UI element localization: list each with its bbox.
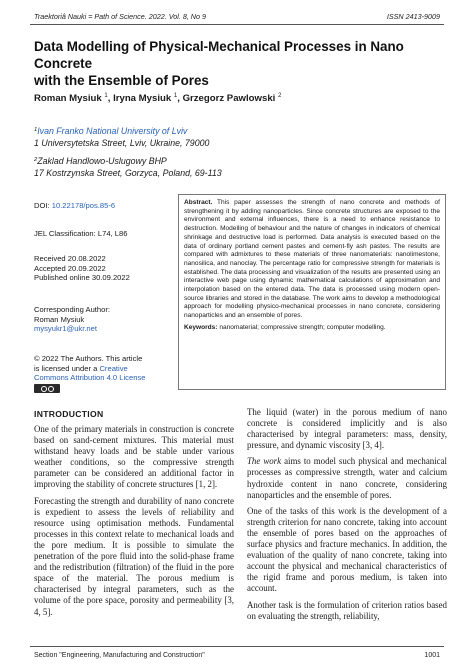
license-link-part2[interactable]: Commons Attribution 4.0 License xyxy=(34,373,146,383)
cc-by-license-icon[interactable] xyxy=(34,384,60,393)
article-title-line1: Data Modelling of Physical-Mechanical Processes in Nano Concrete xyxy=(34,39,404,71)
author-list: Roman Mysiuk $^1$, Iryna Mysiuk $^1$, Grzegorz Pawlowski $^2$ xyxy=(34,93,282,104)
date-accepted: Accepted 20.09.2022 xyxy=(34,263,106,273)
paragraph: One of the primary materials in construction is concrete based on sand-cement mixtures. This material must withstand heavy loads and be stable under various weather conditions, so the compressive strength parameter can be considered an additional factor in improving the stability of concrete structures [1, 2]. xyxy=(34,424,234,490)
corresponding-author xyxy=(34,305,110,334)
corresponding-name: Roman Mysiuk xyxy=(34,314,85,324)
license-line2: is licensed under a xyxy=(34,363,98,373)
paragraph: One of the tasks of this work is the development of a strength criterion for nano concrete, taking into account the ensemble of pores based on the approaches of surface physics and fracture mechanics. In addition, the evaluation of the quality of nano concrete, taking into account the physical and mechanical characteristics of the rigid frame and porous medium, is taken into account. xyxy=(247,505,447,594)
running-header-journal: Traektoriâ Nauki = Path of Science. 2022. Vol. 8, No 9 xyxy=(34,12,206,21)
body-column-left xyxy=(34,424,234,623)
date-published: Published online 30.09.2022 xyxy=(34,273,130,283)
paragraph-rest: aims to model such physical and mechanical processes as compressive strength, water and calcium hydroxide content in nano concrete, considering nanoparticles and the ensemble of pores. xyxy=(247,456,448,500)
license-link-part1[interactable]: Creative xyxy=(99,363,128,373)
license-notice xyxy=(34,354,145,383)
body-column-right xyxy=(247,407,447,627)
paragraph: Another task is the formulation of criterion ratios based on evaluating the strength, reliability, xyxy=(247,599,447,621)
affiliation-institution-link[interactable]: Ivan Franko National University of Lviv xyxy=(37,126,188,136)
jel-classification: JEL Classification: L74, L86 xyxy=(34,229,128,238)
license-line1: © 2022 The Authors. This article xyxy=(34,354,143,363)
section-heading-introduction: INTRODUCTION xyxy=(34,409,104,419)
affiliation-2 xyxy=(34,155,222,179)
doi-link[interactable]: 10.22178/pos.85-6 xyxy=(51,201,116,210)
footer-section: Section "Engineering, Manufacturing and Construction" xyxy=(34,652,205,659)
author-name: Grzegorz Pawlowski xyxy=(182,93,276,104)
affiliation-address: 1 Universytetska Street, Lviv, Ukraine, 79000 xyxy=(34,137,210,148)
abstract-box xyxy=(178,194,446,390)
paragraph xyxy=(247,456,447,500)
author-affiliation-mark: 2 xyxy=(278,93,282,99)
affiliation-address: 17 Kostrzynska Street, Gorzyca, Poland, 69-113 xyxy=(34,167,222,178)
author-affiliation-mark: 1 xyxy=(173,93,178,99)
affiliation-1 xyxy=(34,125,209,149)
page-number: 1001 xyxy=(424,652,440,659)
keywords-label: Keywords: xyxy=(184,323,218,331)
author-name: Iryna Mysiuk xyxy=(113,93,172,104)
affiliation-institution: Zaklad Handlowo-Uslugowy BHP xyxy=(37,156,167,166)
running-header-issn: ISSN 2413-9009 xyxy=(386,12,440,21)
keywords-list: nanomaterial; compressive strength; computer modelling. xyxy=(219,323,386,331)
abstract-text xyxy=(184,199,440,321)
emphasis-text: The work xyxy=(247,456,282,467)
paragraph: The liquid (water) in the porous medium of nano concrete is considered implicitly and is also characterised by integral parameters: mass, density, pressure, and dynamic viscosity [3, 4]. xyxy=(247,407,447,451)
publication-dates xyxy=(34,254,130,283)
article-title xyxy=(34,38,444,89)
affiliation-mark: 1 xyxy=(34,127,38,133)
affiliation-mark: 2 xyxy=(34,157,38,163)
corresponding-email-link[interactable]: mysyukr1@ukr.net xyxy=(34,324,97,334)
doi-label: DOI: xyxy=(34,201,50,210)
keywords xyxy=(184,324,440,333)
author-name: Roman Mysiuk xyxy=(34,93,102,104)
footer-divider xyxy=(30,646,444,647)
paragraph: Forecasting the strength and durability of nano concrete is expedient to assess the levels of reliability and resource using optimisation methods. Fundamental processes in this context relate to mechanical loads and the pore medium. It is possible to simulate the penetration of the pore fluid into the solid-phase frame and the redistribution (filtration) of the fluid in the pore space of the material. The porous medium is characterised by integral parameters, such as the volume of the pore space, porosity and permeability [3, 4, 5]. xyxy=(34,495,234,617)
article-title-line2: with the Ensemble of Pores xyxy=(34,73,209,88)
author-affiliation-mark: 1 xyxy=(104,93,108,99)
abstract-body: This paper assesses the strength of nano concrete and methods of strengthening it by adding nanoparticles. Since concrete structures are exposed to the environment and external influences, there is a need to enhance resistance to destruction. Modelling of behaviour and the nature of changes in indicators of chemical shrinkage and destructive load is performed. Data analysis is executed based on the data of ordinary portland cement pastes and cement-fly ash pastes. The results are compared with admixtures to these materials of three nanomaterials: nanolimestone, nanosilica, and nanoclay. The percentage ratio for compressive strength for materials is established. The data processing and visualization of the results are presented using an interactive web page using dynamic mathematical calculations of approximation and interpolation based on the entered data. The data is processed using modern open-source libraries and stored in the database. The work aims to develop a methodological approach for modelling physico-mechanical processes in nano concrete, considering nanoparticles and an ensemble of pores. xyxy=(184,199,440,320)
doi xyxy=(34,201,115,211)
header-divider xyxy=(30,24,444,25)
date-received: Received 20.08.2022 xyxy=(34,254,106,263)
abstract-label: Abstract. xyxy=(184,199,213,206)
corresponding-label: Corresponding Author: xyxy=(34,305,110,314)
